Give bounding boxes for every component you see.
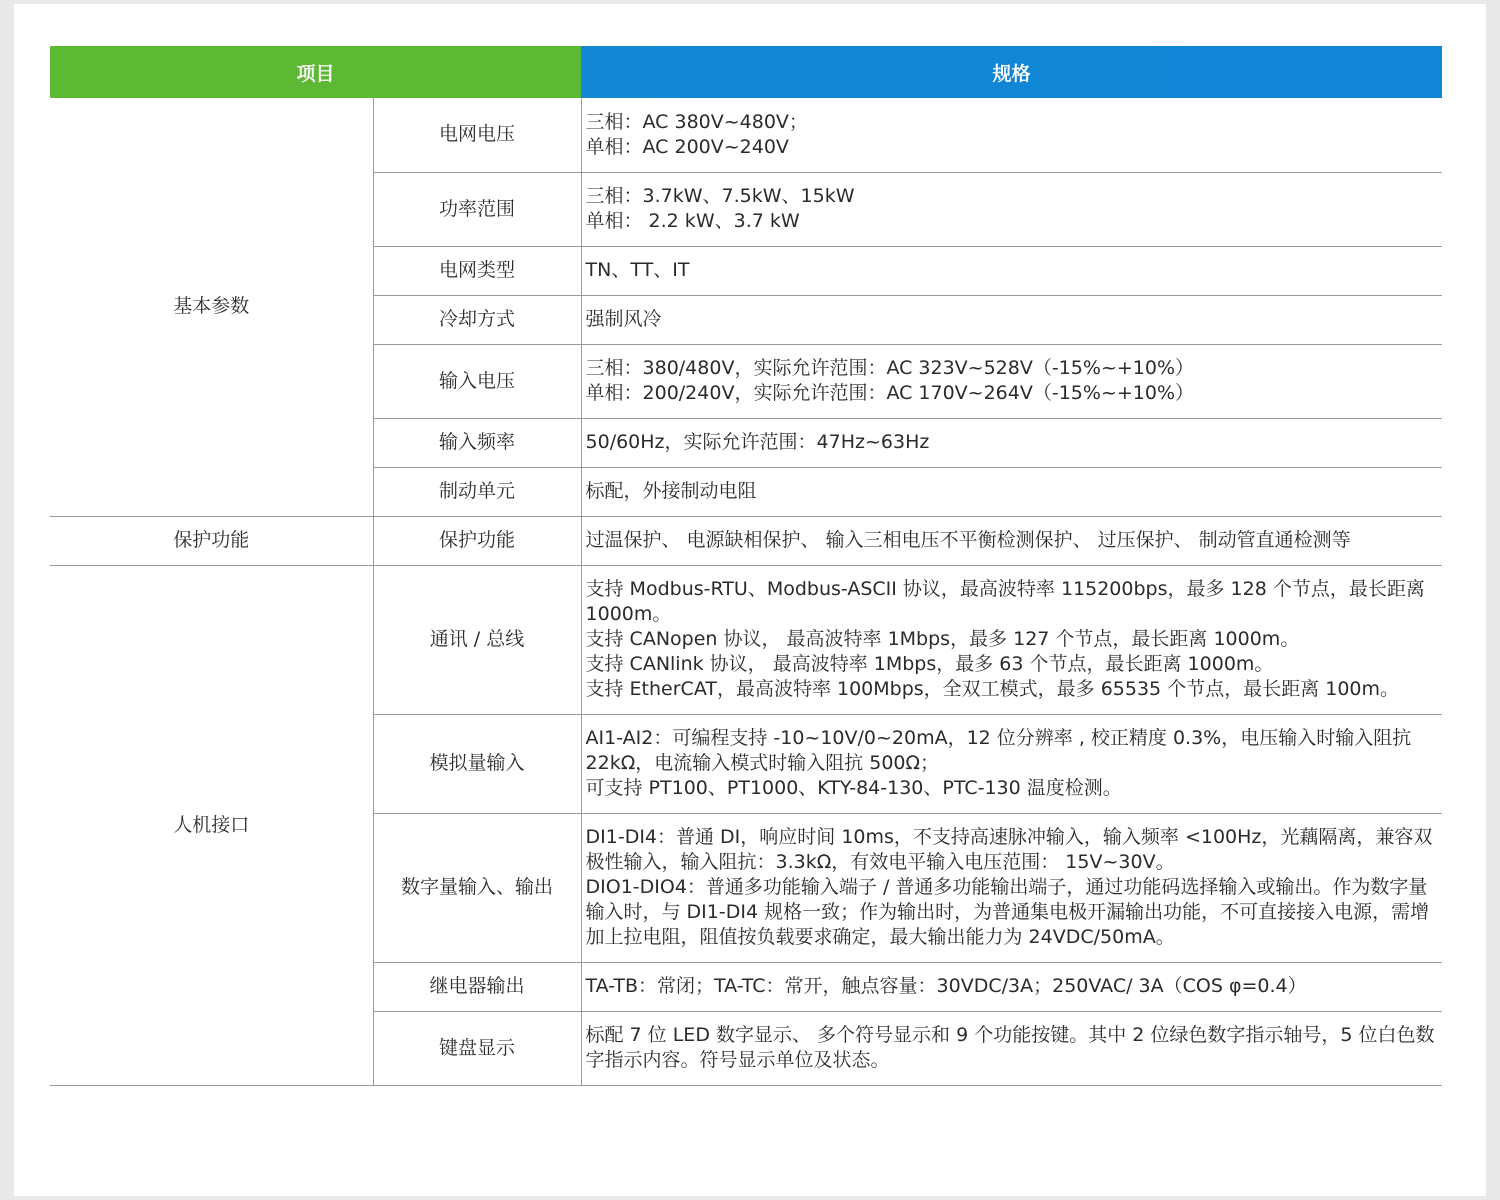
spec-value: 过温保护、 电源缺相保护、 输入三相电压不平衡检测保护、 过压保护、 制动管直通检测等 bbox=[581, 516, 1442, 565]
item-label: 输入频率 bbox=[373, 418, 581, 467]
spec-value: 标配 7 位 LED 数字显示、 多个符号显示和 9 个功能按键。其中 2 位绿色数字指示轴号，5 位白色数字指示内容。符号显示单位及状态。 bbox=[581, 1011, 1442, 1085]
item-label: 键盘显示 bbox=[373, 1011, 581, 1085]
spec-value: 三相：380/480V，实际允许范围：AC 323V~528V（-15%~+10%） 单相：200/240V，实际允许范围：AC 170V~264V（-15%~+10%） bbox=[581, 344, 1442, 418]
table-row bbox=[50, 516, 1442, 565]
category-cell: 人机接口 bbox=[50, 565, 373, 1085]
category-cell: 基本参数 bbox=[50, 98, 373, 516]
header-item: 项目 bbox=[50, 46, 581, 98]
item-label: 通讯 / 总线 bbox=[373, 565, 581, 714]
spec-value: 标配，外接制动电阻 bbox=[581, 467, 1442, 516]
item-label: 模拟量输入 bbox=[373, 714, 581, 813]
item-label: 数字量输入、输出 bbox=[373, 813, 581, 962]
header-spec: 规格 bbox=[581, 46, 1442, 98]
item-label: 冷却方式 bbox=[373, 295, 581, 344]
item-label: 电网类型 bbox=[373, 246, 581, 295]
table-row bbox=[50, 98, 1442, 172]
spec-value: TN、TT、IT bbox=[581, 246, 1442, 295]
item-label: 制动单元 bbox=[373, 467, 581, 516]
spec-table bbox=[50, 46, 1442, 1086]
spec-value: 强制风冷 bbox=[581, 295, 1442, 344]
item-label: 继电器输出 bbox=[373, 962, 581, 1011]
spec-value: 三相：3.7kW、7.5kW、15kW 单相： 2.2 kW、3.7 kW bbox=[581, 172, 1442, 246]
item-label: 功率范围 bbox=[373, 172, 581, 246]
table-row bbox=[50, 565, 1442, 714]
spec-value: TA-TB：常闭；TA-TC：常开，触点容量：30VDC/3A；250VAC/ 3A（COS φ=0.4） bbox=[581, 962, 1442, 1011]
page bbox=[14, 4, 1486, 1196]
spec-value: DI1-DI4：普通 DI，响应时间 10ms，不支持高速脉冲输入，输入频率 <100Hz，光藕隔离，兼容双极性输入，输入阻抗：3.3kΩ，有效电平输入电压范围： 15V~30V。 DIO1-DIO4：普通多功能输入端子 / 普通多功能输出端子，通过功能码选择输入或输出。作为数字量输入时，与 DI1-DI4 规格一致；作为输出时，为普通集电极开漏输出功能，不可直接接入电源，需增加上拉电阻，阻值按负载要求确定，最大输出能力为 24VDC/50mA。 bbox=[581, 813, 1442, 962]
item-label: 电网电压 bbox=[373, 98, 581, 172]
item-label: 保护功能 bbox=[373, 516, 581, 565]
category-cell: 保护功能 bbox=[50, 516, 373, 565]
spec-value: 三相：AC 380V~480V； 单相：AC 200V~240V bbox=[581, 98, 1442, 172]
item-label: 输入电压 bbox=[373, 344, 581, 418]
spec-value: 50/60Hz，实际允许范围：47Hz~63Hz bbox=[581, 418, 1442, 467]
spec-value: 支持 Modbus-RTU、Modbus-ASCII 协议，最高波特率 115200bps，最多 128 个节点，最长距离 1000m。 支持 CANopen 协议， 最高波特率 1Mbps，最多 127 个节点，最长距离 1000m。 支持 CANlink 协议， 最高波特率 1Mbps，最多 63 个节点，最长距离 1000m。 支持 EtherCAT，最高波特率 100Mbps，全双工模式，最多 65535 个节点，最长距离 100m。 bbox=[581, 565, 1442, 714]
table-header-row bbox=[50, 46, 1442, 98]
spec-value: AI1-AI2：可编程支持 -10~10V/0~20mA，12 位分辨率 , 校正精度 0.3%，电压输入时输入阻抗 22kΩ，电流输入模式时输入阻抗 500Ω； 可支持 PT100、PT1000、KTY-84-130、PTC-130 温度检测。 bbox=[581, 714, 1442, 813]
